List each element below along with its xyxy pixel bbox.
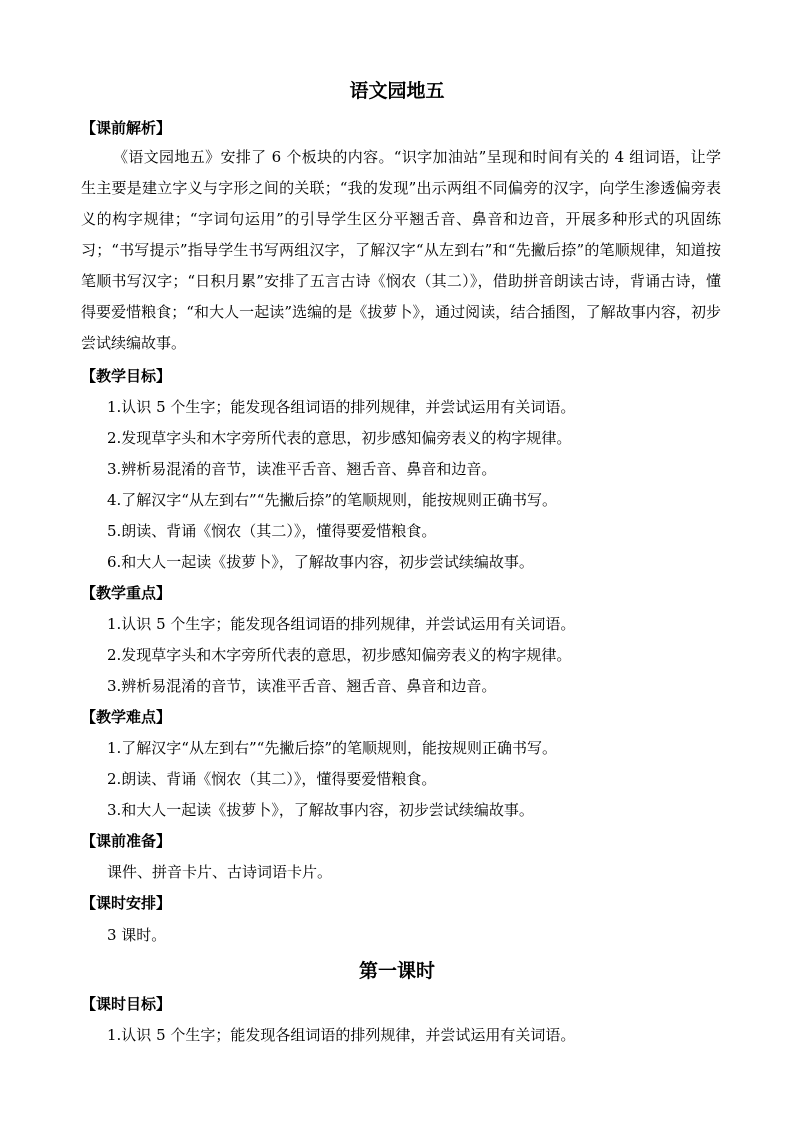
goal-item: 4.了解汉字“从左到右”“先撇后捺”的笔顺规则，能按规则正确书写。 bbox=[107, 491, 557, 509]
section-heading-lesson-goals: 【课时目标】 bbox=[81, 995, 172, 1013]
goal-item: 3.辨析易混淆的音节，读准平舌音、翘舌音、鼻音和边音。 bbox=[107, 460, 497, 478]
schedule-text: 3 课时。 bbox=[107, 926, 167, 944]
section-heading-difficulties: 【教学难点】 bbox=[81, 708, 172, 726]
lesson-goal-item: 1.认识 5 个生字；能发现各组词语的排列规律，并尝试运用有关词语。 bbox=[107, 1026, 576, 1044]
goal-item: 5.朗读、背诵《悯农（其二）》，懂得要爱惜粮食。 bbox=[107, 522, 437, 540]
preparation-text: 课件、拼音卡片、古诗词语卡片。 bbox=[107, 863, 333, 881]
difficulty-item: 2.朗读、背诵《悯农（其二）》，懂得要爱惜粮食。 bbox=[107, 770, 437, 788]
intro-paragraph: 《语文园地五》安排了 6 个板块的内容。“识字加油站”呈现和时间有关的 4 组词语，让学生主要是建立字义与字形之间的关联；“我的发现”出示两组不同偏旁的汉字，向学生渗透偏旁表义的构字规律；“字词句运用”的引导学生区分平翘舌音、鼻音和边音，开展多种形式的巩固练习；“书写提示”指导学生书写两组汉字，了解汉字“从左到右”和“先撇后捺”的笔顺规律，知道按笔顺书写汉字；“日积月累”安排了五言古诗《悯农（其二）》，借助拼音朗读古诗，背诵古诗，懂得要爱惜粮食；“和大人一起读”选编的是《拔萝卜》，通过阅读，结合插图，了解故事内容，初步尝试续编故事。 bbox=[81, 148, 721, 352]
section-heading-schedule: 【课时安排】 bbox=[81, 894, 172, 912]
key-point-item: 2.发现草字头和木字旁所代表的意思，初步感知偏旁表义的构字规律。 bbox=[107, 646, 572, 664]
key-point-item: 1.认识 5 个生字；能发现各组词语的排列规律，并尝试运用有关词语。 bbox=[107, 615, 576, 633]
goal-item: 6.和大人一起读《拔萝卜》，了解故事内容，初步尝试续编故事。 bbox=[107, 553, 534, 571]
page-title: 语文园地五 bbox=[349, 80, 445, 102]
difficulty-item: 3.和大人一起读《拔萝卜》，了解故事内容，初步尝试续编故事。 bbox=[107, 801, 534, 819]
goal-item: 2.发现草字头和木字旁所代表的意思，初步感知偏旁表义的构字规律。 bbox=[107, 429, 572, 447]
section-heading-key-points: 【教学重点】 bbox=[81, 584, 172, 602]
section-heading-goals: 【教学目标】 bbox=[81, 367, 172, 385]
difficulty-item: 1.了解汉字“从左到右”“先撇后捺”的笔顺规则，能按规则正确书写。 bbox=[107, 739, 557, 757]
lesson-title: 第一课时 bbox=[358, 960, 435, 982]
goal-item: 1.认识 5 个生字；能发现各组词语的排列规律，并尝试运用有关词语。 bbox=[107, 398, 576, 416]
section-heading-intro: 【课前解析】 bbox=[81, 119, 172, 137]
key-point-item: 3.辨析易混淆的音节，读准平舌音、翘舌音、鼻音和边音。 bbox=[107, 677, 497, 695]
section-heading-preparation: 【课前准备】 bbox=[81, 832, 172, 850]
